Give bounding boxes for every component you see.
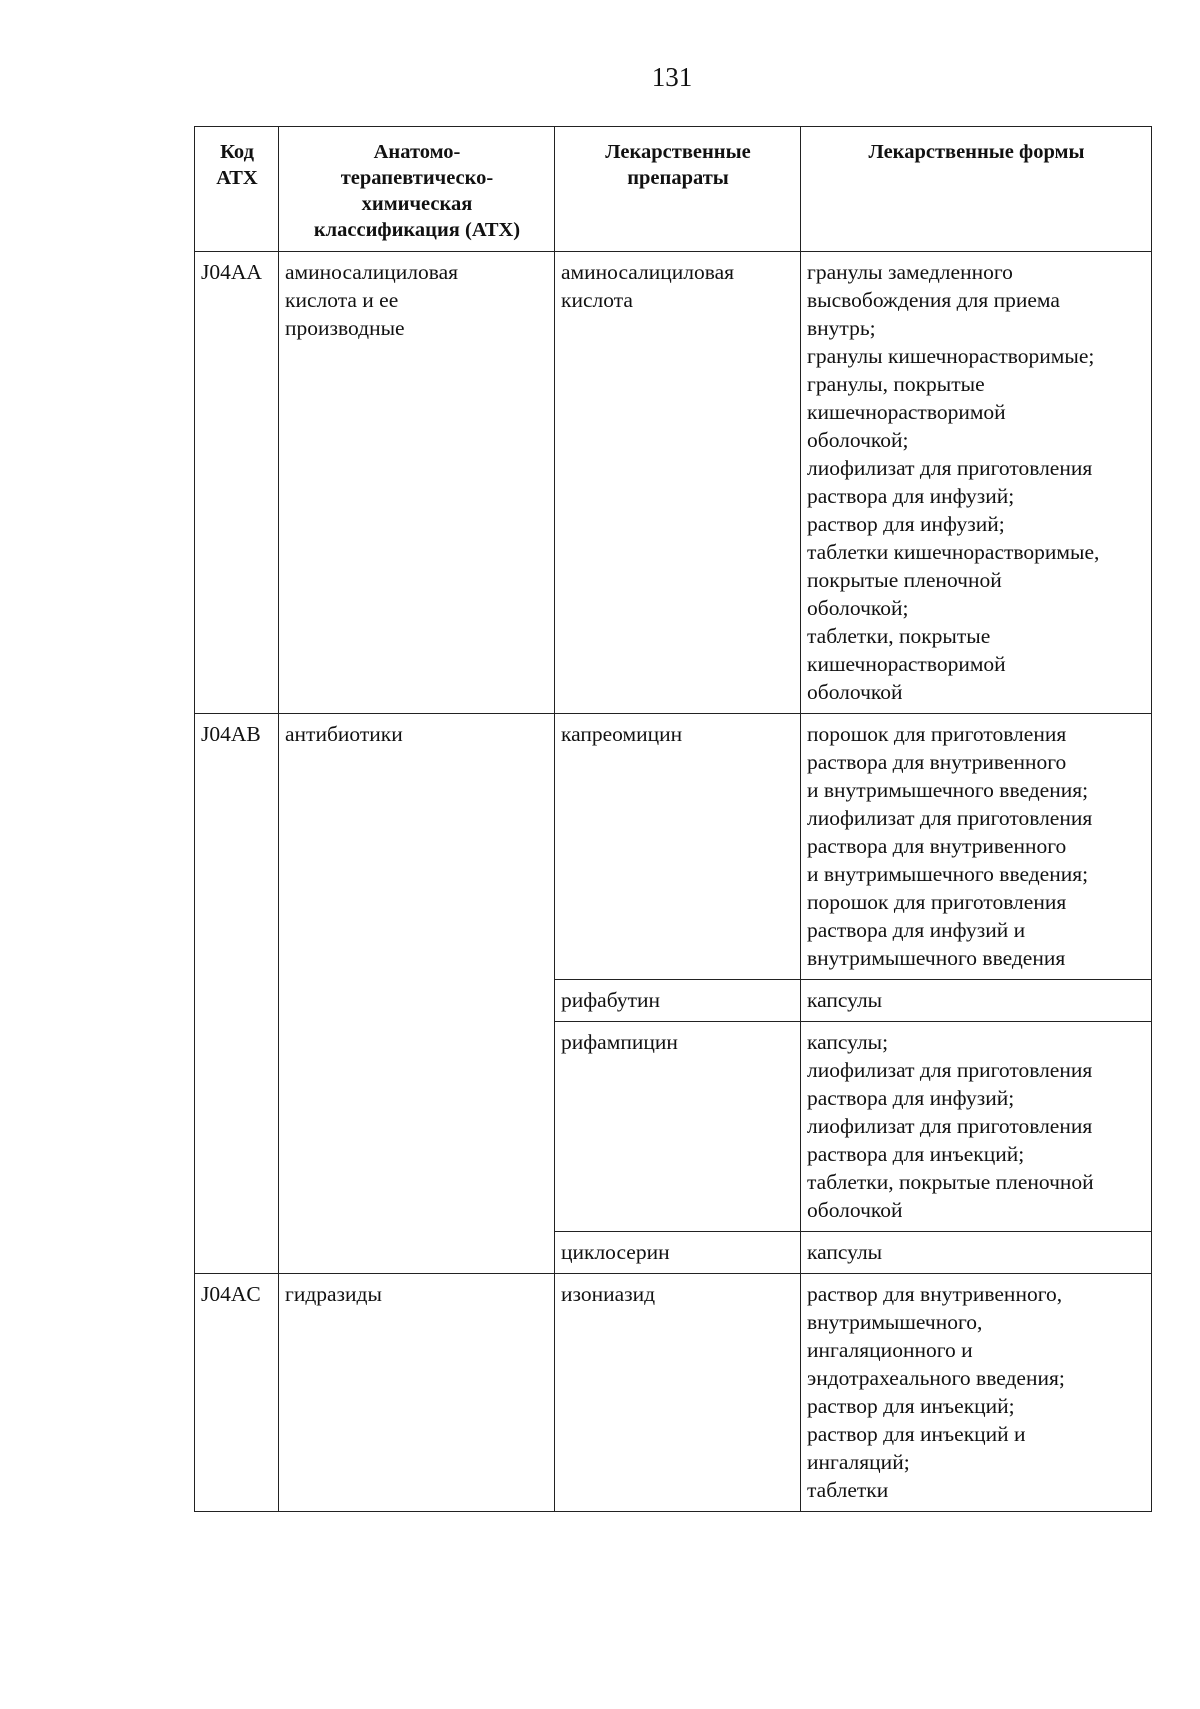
drug-name-cell: рифампицин: [555, 1022, 801, 1232]
classification-cell: антибиотики: [279, 714, 555, 1274]
table-row: [195, 714, 1152, 980]
atx-code-cell: J04AA: [195, 252, 279, 714]
classification-cell: аминосалициловая кислота и ее производные: [279, 252, 555, 714]
dosage-forms-cell: капсулы: [801, 980, 1152, 1022]
header-drugs: Лекарственные препараты: [555, 127, 801, 252]
classification-cell: гидразиды: [279, 1274, 555, 1512]
table-row: [195, 1274, 1152, 1512]
dosage-forms-cell: порошок для приготовления раствора для внутривенного и внутримышечного введения; лиофилизат для приготовления раствора для внутривенного и внутримышечного введения; порошок для приготовления раствора для инфузий и внутримышечного введения: [801, 714, 1152, 980]
atx-drug-table: [194, 126, 1152, 1512]
atx-code-cell: J04AB: [195, 714, 279, 1274]
drug-name-cell: рифабутин: [555, 980, 801, 1022]
header-code: Код АТХ: [195, 127, 279, 252]
table-row: [195, 252, 1152, 714]
dosage-forms-cell: капсулы; лиофилизат для приготовления раствора для инфузий; лиофилизат для приготовления раствора для инъекций; таблетки, покрытые пленочной оболочкой: [801, 1022, 1152, 1232]
header-forms: Лекарственные формы: [801, 127, 1152, 252]
drug-name-cell: циклосерин: [555, 1232, 801, 1274]
dosage-forms-cell: гранулы замедленного высвобождения для приема внутрь; гранулы кишечнорастворимые; гранулы, покрытые кишечнорастворимой оболочкой; лиофилизат для приготовления раствора для инфузий; раствор для инфузий; таблетки кишечнорастворимые, покрытые пленочной оболочкой; таблетки, покрытые кишечнорастворимой оболочкой: [801, 252, 1152, 714]
drug-name-cell: аминосалициловая кислота: [555, 252, 801, 714]
dosage-forms-cell: раствор для внутривенного, внутримышечного, ингаляционного и эндотрахеального введения; раствор для инъекций; раствор для инъекций и ингаляций; таблетки: [801, 1274, 1152, 1512]
drug-name-cell: изониазид: [555, 1274, 801, 1512]
atx-code-cell: J04AC: [195, 1274, 279, 1512]
page-number: 131: [651, 62, 693, 92]
dosage-forms-cell: капсулы: [801, 1232, 1152, 1274]
header-classification: Анатомо- терапевтическо- химическая классификация (АТХ): [279, 127, 555, 252]
table-header-row: [195, 127, 1152, 252]
drug-name-cell: капреомицин: [555, 714, 801, 980]
